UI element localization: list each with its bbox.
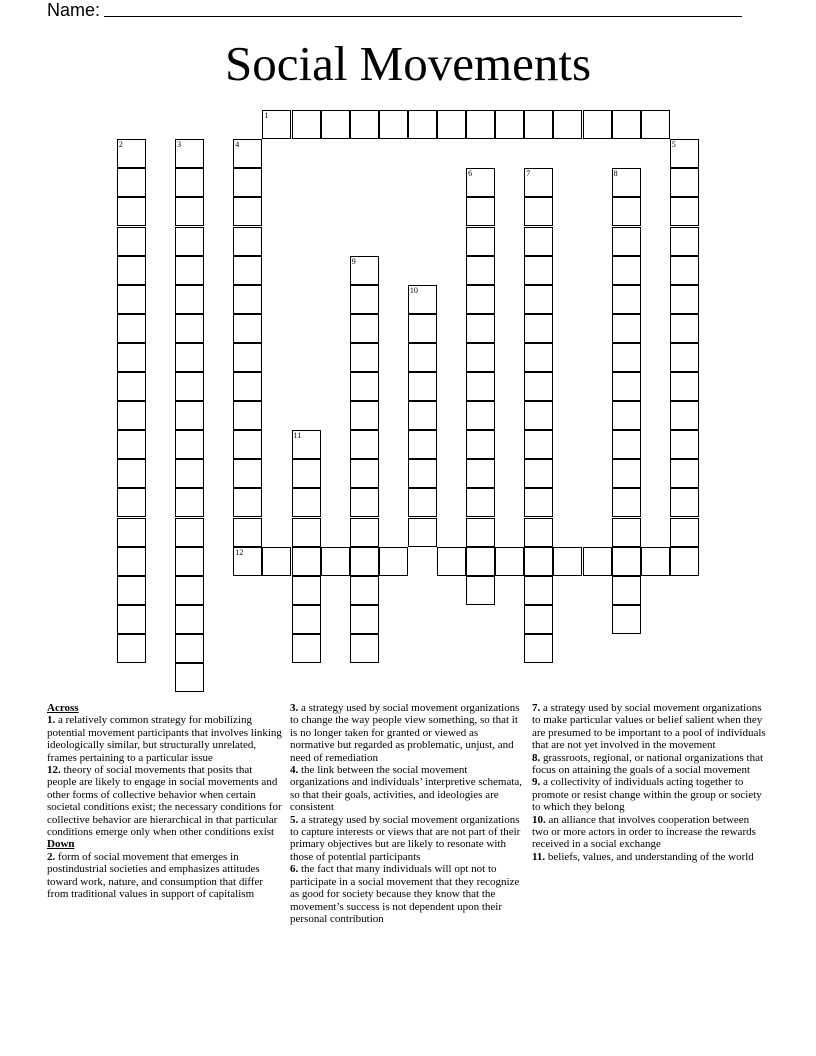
clue-item-text: form of social movement that emerges in postindustrial societies and emphasizes attitudes toward work, nature, and consumption that differ from traditional values in support of capitalism <box>47 850 264 901</box>
grid-cell[interactable] <box>175 459 204 488</box>
grid-cell[interactable] <box>292 518 321 547</box>
grid-cell[interactable] <box>350 488 379 517</box>
grid-cell[interactable] <box>175 372 204 401</box>
grid-cell[interactable] <box>117 576 146 605</box>
grid-cell[interactable] <box>524 285 553 314</box>
grid-cell[interactable] <box>408 401 437 430</box>
grid-cell[interactable] <box>670 139 699 168</box>
grid-cell[interactable] <box>670 547 699 576</box>
grid-cell[interactable] <box>670 343 699 372</box>
grid-cell[interactable] <box>350 285 379 314</box>
grid-cell[interactable] <box>233 197 262 226</box>
grid-cell[interactable] <box>233 314 262 343</box>
grid-cell[interactable] <box>408 314 437 343</box>
grid-cell[interactable] <box>524 576 553 605</box>
grid-cell[interactable] <box>612 314 641 343</box>
grid-cell[interactable] <box>670 518 699 547</box>
grid-cell[interactable] <box>466 459 495 488</box>
grid-cell[interactable] <box>612 256 641 285</box>
grid-cell[interactable] <box>321 110 350 139</box>
grid-cell[interactable] <box>408 372 437 401</box>
grid-cell[interactable] <box>175 547 204 576</box>
grid-cell[interactable] <box>670 401 699 430</box>
grid-cell[interactable] <box>612 168 641 197</box>
grid-cell[interactable] <box>612 547 641 576</box>
clue-item-number: 11. <box>532 850 546 863</box>
grid-cell[interactable] <box>175 518 204 547</box>
grid-cell[interactable] <box>350 547 379 576</box>
clue-item <box>532 851 768 863</box>
grid-cell[interactable] <box>466 110 495 139</box>
grid-cell[interactable] <box>408 430 437 459</box>
grid-cell[interactable] <box>641 110 670 139</box>
grid-cell[interactable] <box>466 343 495 372</box>
clue-number: 11 <box>293 431 302 441</box>
clue-item-number: 1. <box>47 714 56 727</box>
clue-item <box>47 714 283 764</box>
grid-cell[interactable] <box>350 256 379 285</box>
grid-cell[interactable] <box>262 110 291 139</box>
grid-cell[interactable] <box>233 227 262 256</box>
clue-item <box>290 764 524 814</box>
clue-item-text: a strategy used by social movement organizations to change the way people view something, so that it is no longer taken for granted or viewed as normative but regarded as problematic, unjust, and need of remediation <box>290 702 520 764</box>
grid-cell[interactable] <box>524 605 553 634</box>
grid-cell[interactable] <box>670 459 699 488</box>
grid-cell[interactable] <box>117 605 146 634</box>
grid-cell[interactable] <box>117 518 146 547</box>
grid-cell[interactable] <box>175 227 204 256</box>
grid-cell[interactable] <box>233 285 262 314</box>
grid-cell[interactable] <box>117 139 146 168</box>
grid-cell[interactable] <box>292 430 321 459</box>
clue-number: 3 <box>177 140 182 150</box>
grid-cell[interactable] <box>350 372 379 401</box>
grid-cell[interactable] <box>408 459 437 488</box>
clue-item <box>532 702 768 752</box>
grid-cell[interactable] <box>408 110 437 139</box>
clue-item <box>47 764 283 838</box>
grid-cell[interactable] <box>670 227 699 256</box>
grid-cell[interactable] <box>524 547 553 576</box>
grid-cell[interactable] <box>553 110 582 139</box>
clue-number: 9 <box>351 256 356 266</box>
grid-cell[interactable] <box>350 576 379 605</box>
grid-cell[interactable] <box>292 634 321 663</box>
grid-cell[interactable] <box>495 110 524 139</box>
grid-cell[interactable] <box>670 372 699 401</box>
grid-cell[interactable] <box>408 343 437 372</box>
clue-item-text: theory of social movements that posits that people are likely to engage in social movements and other forms of collective behavior when certain societal conditions exist; the necessary conditions for collective behavior are hierarchical in that particular conditions emerge only when other conditions exist <box>47 764 282 839</box>
grid-cell[interactable] <box>524 459 553 488</box>
grid-cell[interactable] <box>612 372 641 401</box>
grid-cell[interactable] <box>466 576 495 605</box>
grid-cell[interactable] <box>175 139 204 168</box>
grid-cell[interactable] <box>350 110 379 139</box>
grid-cell[interactable] <box>175 197 204 226</box>
grid-cell[interactable] <box>350 605 379 634</box>
grid-cell[interactable] <box>524 518 553 547</box>
grid-cell[interactable] <box>175 314 204 343</box>
grid-cell[interactable] <box>117 547 146 576</box>
grid-cell[interactable] <box>612 605 641 634</box>
grid-cell[interactable] <box>524 168 553 197</box>
clue-item <box>532 776 768 813</box>
grid-cell[interactable] <box>233 256 262 285</box>
grid-cell[interactable] <box>175 285 204 314</box>
clue-item-number: 3. <box>290 702 299 714</box>
grid-cell[interactable] <box>670 488 699 517</box>
grid-cell[interactable] <box>117 488 146 517</box>
grid-cell[interactable] <box>466 256 495 285</box>
clue-number: 7 <box>526 169 531 179</box>
clue-item-number: 5. <box>290 813 299 826</box>
clue-item-text: a collectivity of individuals acting together to promote or resist change within the group or society to which they belong <box>532 776 762 814</box>
clue-item-number: 12. <box>47 764 61 777</box>
grid-cell[interactable] <box>466 314 495 343</box>
grid-cell[interactable] <box>524 197 553 226</box>
grid-cell[interactable] <box>524 314 553 343</box>
grid-cell[interactable] <box>583 110 612 139</box>
grid-cell[interactable] <box>524 488 553 517</box>
grid-cell[interactable] <box>175 430 204 459</box>
grid-cell[interactable] <box>292 605 321 634</box>
grid-cell[interactable] <box>524 401 553 430</box>
grid-cell[interactable] <box>233 488 262 517</box>
grid-cell[interactable] <box>350 430 379 459</box>
grid-cell[interactable] <box>350 401 379 430</box>
grid-cell[interactable] <box>175 605 204 634</box>
grid-cell[interactable] <box>408 518 437 547</box>
grid-cell[interactable] <box>350 314 379 343</box>
clue-item-number: 10. <box>532 813 546 826</box>
clue-item-number: 7. <box>532 702 541 714</box>
grid-cell[interactable] <box>524 634 553 663</box>
clue-item <box>532 752 768 777</box>
grid-cell[interactable] <box>175 343 204 372</box>
grid-cell[interactable] <box>495 547 524 576</box>
grid-cell[interactable] <box>292 547 321 576</box>
grid-cell[interactable] <box>466 168 495 197</box>
grid-cell[interactable] <box>466 488 495 517</box>
clue-number: 10 <box>409 285 418 295</box>
grid-cell[interactable] <box>641 547 670 576</box>
grid-cell[interactable] <box>612 401 641 430</box>
grid-cell[interactable] <box>117 197 146 226</box>
grid-cell[interactable] <box>233 430 262 459</box>
grid-cell[interactable] <box>466 518 495 547</box>
grid-cell[interactable] <box>117 168 146 197</box>
grid-cell[interactable] <box>175 168 204 197</box>
grid-cell[interactable] <box>437 547 466 576</box>
grid-cell[interactable] <box>233 168 262 197</box>
clue-item-text: a strategy used by social movement organizations to capture interests or views that are not part of their primary objectives but are likely to resonate with those of potential participants <box>290 813 521 863</box>
grid-cell[interactable] <box>612 285 641 314</box>
clue-item <box>47 851 283 901</box>
clue-section-header: Down <box>47 838 75 851</box>
grid-cell[interactable] <box>466 430 495 459</box>
clue-item-text: the link between the social movement organizations and individuals’ interpretive schemata, so that their goals, activities, and ideologies are consistent <box>290 764 523 814</box>
clue-item-text: beliefs, values, and understanding of the world <box>545 850 754 863</box>
grid-cell[interactable] <box>262 547 291 576</box>
grid-cell[interactable] <box>175 256 204 285</box>
clue-item-number: 2. <box>47 850 56 863</box>
grid-cell[interactable] <box>466 285 495 314</box>
grid-cell[interactable] <box>524 227 553 256</box>
grid-cell[interactable] <box>292 459 321 488</box>
grid-cell[interactable] <box>233 401 262 430</box>
clue-item <box>290 702 524 764</box>
grid-cell[interactable] <box>466 547 495 576</box>
grid-cell[interactable] <box>117 285 146 314</box>
grid-cell[interactable] <box>175 401 204 430</box>
name-label: Name: <box>47 0 101 20</box>
clue-number: 1 <box>264 111 269 121</box>
grid-cell[interactable] <box>117 401 146 430</box>
clue-column-1 <box>47 702 283 901</box>
grid-cell[interactable] <box>466 372 495 401</box>
grid-cell[interactable] <box>233 459 262 488</box>
grid-cell[interactable] <box>612 110 641 139</box>
grid-cell[interactable] <box>524 256 553 285</box>
grid-cell[interactable] <box>670 168 699 197</box>
grid-cell[interactable] <box>408 285 437 314</box>
grid-cell[interactable] <box>117 256 146 285</box>
clue-item-number: 8. <box>532 751 541 764</box>
grid-cell[interactable] <box>612 488 641 517</box>
page-title: Social Movements <box>224 36 592 91</box>
grid-cell[interactable] <box>233 547 262 576</box>
grid-cell[interactable] <box>117 314 146 343</box>
grid-cell[interactable] <box>524 372 553 401</box>
clue-item-number: 9. <box>532 776 541 789</box>
grid-cell[interactable] <box>466 227 495 256</box>
clue-number: 4 <box>235 140 240 150</box>
grid-cell[interactable] <box>350 343 379 372</box>
grid-cell[interactable] <box>612 197 641 226</box>
clue-item-text: grassroots, regional, or national organizations that focus on attaining the goals of a social movement <box>532 751 764 777</box>
grid-cell[interactable] <box>466 401 495 430</box>
grid-cell[interactable] <box>379 547 408 576</box>
grid-cell[interactable] <box>670 285 699 314</box>
grid-cell[interactable] <box>612 518 641 547</box>
grid-cell[interactable] <box>117 430 146 459</box>
grid-cell[interactable] <box>612 576 641 605</box>
grid-cell[interactable] <box>670 197 699 226</box>
grid-cell[interactable] <box>670 256 699 285</box>
clue-column-2 <box>290 702 524 925</box>
clue-item-text: a relatively common strategy for mobilizing potential movement participants that involves linking ideologically similar, but structurally unrelated, frames pertaining to a particular issue <box>47 714 282 764</box>
grid-cell[interactable] <box>350 634 379 663</box>
grid-cell[interactable] <box>408 488 437 517</box>
clue-item-text: an alliance that involves cooperation between two or more actors in order to increase the rewards received in a social exchange <box>532 813 756 851</box>
grid-cell[interactable] <box>117 372 146 401</box>
grid-cell[interactable] <box>583 547 612 576</box>
grid-cell[interactable] <box>553 547 582 576</box>
grid-cell[interactable] <box>670 314 699 343</box>
grid-cell[interactable] <box>233 518 262 547</box>
clue-item-number: 4. <box>290 764 299 777</box>
clue-number: 2 <box>118 140 123 150</box>
clue-item-number: 6. <box>290 863 299 876</box>
grid-cell[interactable] <box>466 197 495 226</box>
grid-cell[interactable] <box>350 518 379 547</box>
grid-cell[interactable] <box>117 227 146 256</box>
clue-item-text: a strategy used by social movement organizations to make particular values or belief salient when they are presumed to be important to a pool of individuals that are not yet involved in the movement <box>532 702 766 752</box>
grid-cell[interactable] <box>524 430 553 459</box>
grid-cell[interactable] <box>321 547 350 576</box>
grid-cell[interactable] <box>117 343 146 372</box>
grid-cell[interactable] <box>524 110 553 139</box>
grid-cell[interactable] <box>292 110 321 139</box>
grid-cell[interactable] <box>350 459 379 488</box>
clue-number: 12 <box>235 547 244 557</box>
grid-cell[interactable] <box>612 430 641 459</box>
clue-item <box>290 863 524 925</box>
grid-cell[interactable] <box>175 576 204 605</box>
grid-cell[interactable] <box>233 139 262 168</box>
grid-cell[interactable] <box>670 430 699 459</box>
grid-cell[interactable] <box>175 488 204 517</box>
grid-cell[interactable] <box>292 488 321 517</box>
grid-cell[interactable] <box>379 110 408 139</box>
clue-column-3 <box>532 702 768 863</box>
clue-number: 5 <box>671 140 676 150</box>
grid-cell[interactable] <box>175 634 204 663</box>
grid-cell[interactable] <box>524 343 553 372</box>
clue-section-header: Across <box>47 702 79 714</box>
grid-cell[interactable] <box>175 663 204 692</box>
clue-item-text: the fact that many individuals will opt not to participate in a social movement that they recognize as good for society because they know that the movement’s success is not dependent upon their personal contribution <box>290 863 520 925</box>
clue-number: 8 <box>613 169 618 179</box>
clue-number: 6 <box>468 169 473 179</box>
grid-cell[interactable] <box>612 227 641 256</box>
grid-cell[interactable] <box>612 459 641 488</box>
grid-cell[interactable] <box>117 459 146 488</box>
grid-cell[interactable] <box>233 343 262 372</box>
grid-cell[interactable] <box>612 343 641 372</box>
clue-item <box>532 814 768 851</box>
grid-cell[interactable] <box>117 634 146 663</box>
grid-cell[interactable] <box>437 110 466 139</box>
grid-cell[interactable] <box>233 372 262 401</box>
grid-cell[interactable] <box>292 576 321 605</box>
clue-item <box>290 814 524 864</box>
